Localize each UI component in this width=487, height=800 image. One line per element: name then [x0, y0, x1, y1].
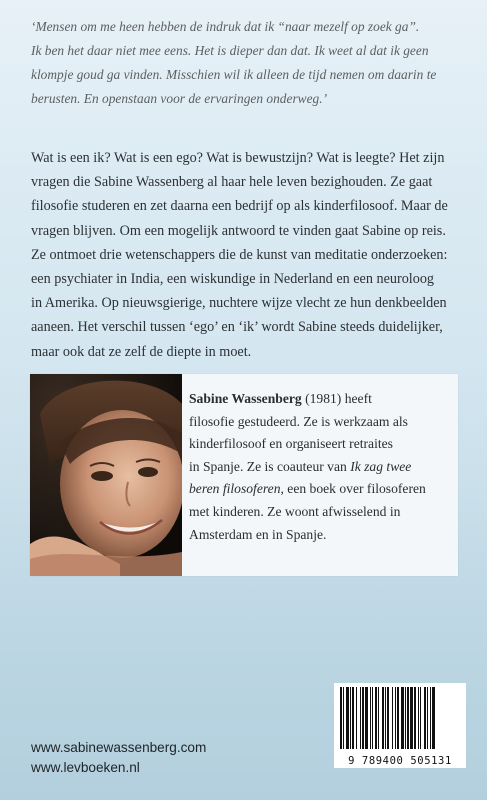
barcode-bar: [407, 687, 409, 749]
quote-line: berusten. En openstaan voor de ervaringen onderweg.’: [31, 91, 328, 106]
description-line: aaneen. Het verschil tussen ‘ego’ en ‘ik’ wordt Sabine steeds duidelijker,: [31, 319, 443, 336]
description-line: vragen die Sabine Wassenberg al haar hele leven bezighouden. Ze gaat: [31, 174, 433, 191]
author-bio-panel: [30, 374, 458, 576]
book-description: [31, 146, 471, 364]
barcode-bar: [375, 687, 377, 749]
description-line: vragen blijven. Om een mogelijk antwoord te vinden gaat Sabine op reis.: [31, 222, 446, 239]
publisher-website-link[interactable]: www.levboeken.nl: [31, 760, 140, 775]
bio-line: Amsterdam en in Spanje.: [189, 526, 327, 542]
barcode-bar: [356, 687, 357, 749]
author-name: Sabine Wassenberg: [189, 391, 302, 406]
quote-line: ‘Mensen om me heen hebben de indruk dat ik “naar mezelf op zoek ga”.: [31, 19, 420, 34]
bio-line: kinderfilosoof en organiseert retraites: [189, 436, 393, 452]
barcode-bar: [410, 687, 413, 749]
bio-line: Sabine Wassenberg (1981) heeft: [189, 391, 372, 406]
barcode-bars: [338, 687, 462, 753]
barcode-bar: [418, 687, 419, 749]
website-links: [31, 738, 206, 778]
barcode-bar: [370, 687, 371, 749]
barcode-bar: [362, 687, 364, 749]
bio-line: met kinderen. Ze woont afwisselend in: [189, 503, 401, 519]
barcode-bar: [427, 687, 428, 749]
author-photo: [30, 374, 182, 576]
barcode-bar: [365, 687, 368, 749]
barcode-bar: [395, 687, 396, 749]
description-line: Wat is een ik? Wat is een ego? Wat is bewustzijn? Wat is leegte? Het zijn: [31, 150, 445, 166]
barcode-bar: [340, 687, 342, 749]
quote-line: Ik ben het daar niet mee eens. Het is dieper dan dat. Ik weet al dat ik geen: [31, 43, 429, 58]
barcode-bar: [387, 687, 389, 749]
author-bio: [189, 388, 451, 546]
barcode-bar: [352, 687, 354, 749]
description-line: Ze ontmoet drie wetenschappers die de kunst van meditatie onderzoeken:: [31, 246, 448, 263]
bio-line: beren filosoferen, een boek over filosoferen: [189, 481, 426, 497]
isbn-barcode: [334, 683, 466, 768]
barcode-bar: [372, 687, 373, 749]
barcode-bar: [424, 687, 426, 749]
bio-line: in Spanje. Ze is coauteur van Ik zag twee: [189, 458, 412, 474]
barcode-bar: [343, 687, 344, 749]
barcode-bar: [397, 687, 399, 749]
barcode-bar: [420, 687, 421, 749]
barcode-bar: [382, 687, 384, 749]
barcode-bar: [432, 687, 435, 749]
quote-line: klompje goud ga vinden. Misschien wil ik alleen de tijd nemen om daarin te: [31, 67, 437, 82]
barcode-bar: [430, 687, 431, 749]
back-cover-quote: [31, 15, 471, 111]
author-website-link[interactable]: www.sabinewassenberg.com: [31, 740, 207, 755]
barcode-bar: [378, 687, 379, 749]
barcode-bar: [405, 687, 406, 749]
description-line: een psychiater in India, een wiskundige in Nederland en een neuroloog: [31, 271, 435, 288]
barcode-bar: [414, 687, 416, 749]
barcode-bar: [350, 687, 351, 749]
description-line: in Amerika. Op nieuwsgierige, nuchtere wijze vlecht ze hun denkbeelden: [31, 295, 447, 312]
barcode-bar: [401, 687, 404, 749]
isbn-number: 9 789400 505131: [348, 755, 452, 767]
barcode-bar: [392, 687, 393, 749]
description-line: filosofie studeren en zet daarna een bedrijf op als kinderfilosoof. Maar de: [31, 198, 448, 215]
barcode-bar: [346, 687, 349, 749]
barcode-bar: [385, 687, 386, 749]
description-line: maar ook dat ze zelf de diepte in moet.: [31, 343, 252, 360]
book-title: beren filosoferen: [189, 481, 281, 497]
barcode-bar: [360, 687, 361, 749]
bio-line: filosofie gestudeerd. Ze is werkzaam als: [189, 413, 408, 429]
book-title: Ik zag twee: [350, 458, 412, 474]
